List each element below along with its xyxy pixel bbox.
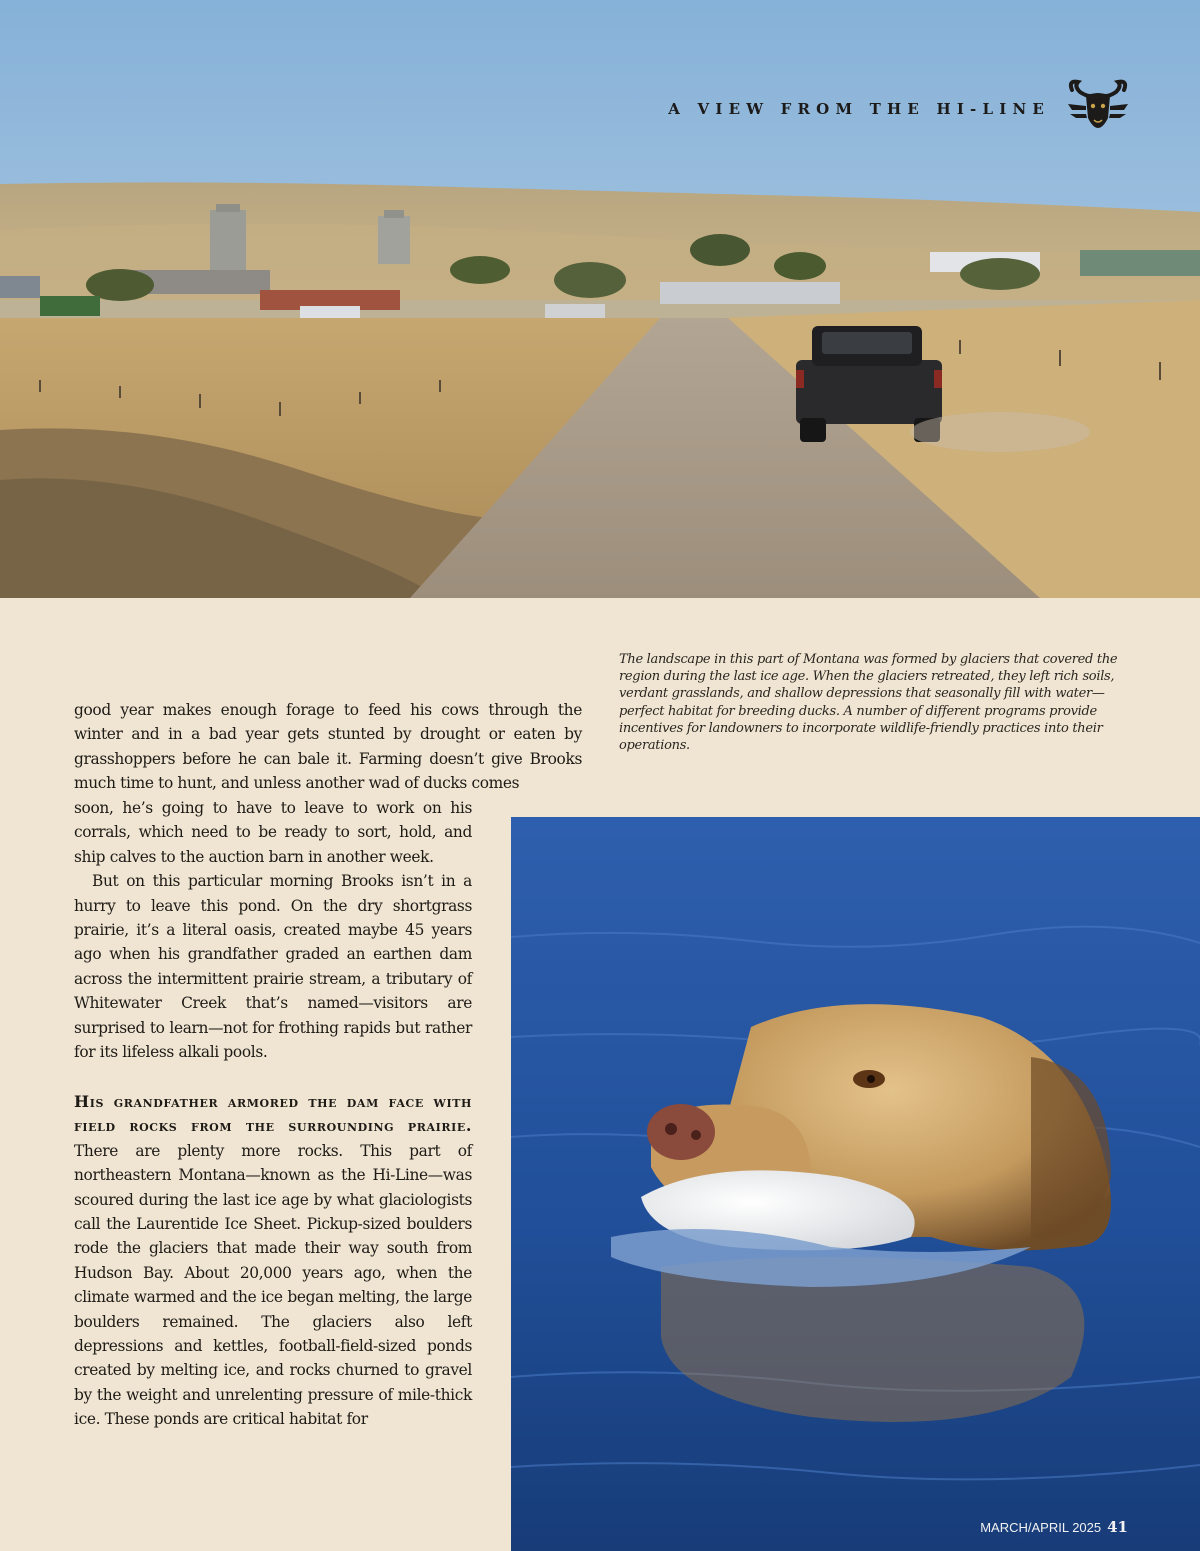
folio [980, 1518, 1128, 1536]
grain-elevator [378, 210, 410, 264]
paragraph-continued-narrow: soon, he’s going to have to leave to work on his corrals, which need to be ready to sort, hold, and ship calves to the auction barn in another week. [74, 799, 472, 866]
caption-text: The landscape in this part of Montana was formed by glaciers that covered the region during the last ice age. When the glaciers retreated, they left rich soils, verdant grasslands, and shallow depressions that seasonally fill with water—perfect habitat for breeding ducks. A number of different programs provide incentives for landowners to incorporate wildlife-friendly practices into their operations. [619, 652, 1118, 754]
article-column-wide [74, 698, 582, 796]
lead-in-text: His grandfather armored the dam face with field rocks from the surrounding prairie. [74, 1092, 472, 1136]
section-header [668, 78, 1130, 140]
grain-elevator [210, 204, 246, 270]
page-number: 41 [1107, 1518, 1128, 1536]
article-column-narrow [74, 796, 472, 1064]
section-title: A VIEW FROM THE HI-LINE [668, 100, 1050, 118]
paragraph-oasis: But on this particular morning Brooks isn’t in a hurry to leave this pond. On the dry shortgrass prairie, it’s a literal oasis, created maybe 45 years ago when his grandfather graded an earthen dam across the intermittent prairie stream, a tributary of Whitewater Creek that’s named—visitors are surprised to learn—not for frothing rapids but rather for its lifeless alkali pools. [74, 872, 472, 1062]
paragraph-continued-wide: good year makes enough forage to feed his cows through the winter and in a bad year gets stunted by drought or eaten by grasshoppers before he can bale it. Farming doesn’t give Brooks much time to hunt, and unless another wad of ducks comes [74, 701, 582, 793]
dog-nose [647, 1104, 715, 1160]
paragraph-rocks [74, 1090, 472, 1432]
issue-date: MARCH/APRIL 2025 [980, 1520, 1102, 1535]
dog-photo [511, 817, 1200, 1551]
article-column-rocks [74, 1090, 472, 1432]
photo-caption [619, 651, 1139, 754]
dog-swimming-illustration [511, 817, 1200, 1551]
bison-skull-wings-icon [1066, 78, 1130, 140]
landscape-photo [0, 0, 1200, 598]
paragraph-rocks-body: There are plenty more rocks. This part of northeastern Montana—known as the Hi-Line—was scoured during the last ice age by what glaciologists call the Laurentide Ice Sheet. Pickup-sized boulders rode the glaciers that made their way south from Hudson Bay. About 20,000 years ago, when the climate warmed and the ice began melting, the large boulders remained. The glaciers also left depressions and kettles, football-field-sized ponds created by melting ice, and rocks churned to gravel by the weight and unrelenting pressure of mile-thick ice. These ponds are critical habitat for [74, 1141, 472, 1429]
